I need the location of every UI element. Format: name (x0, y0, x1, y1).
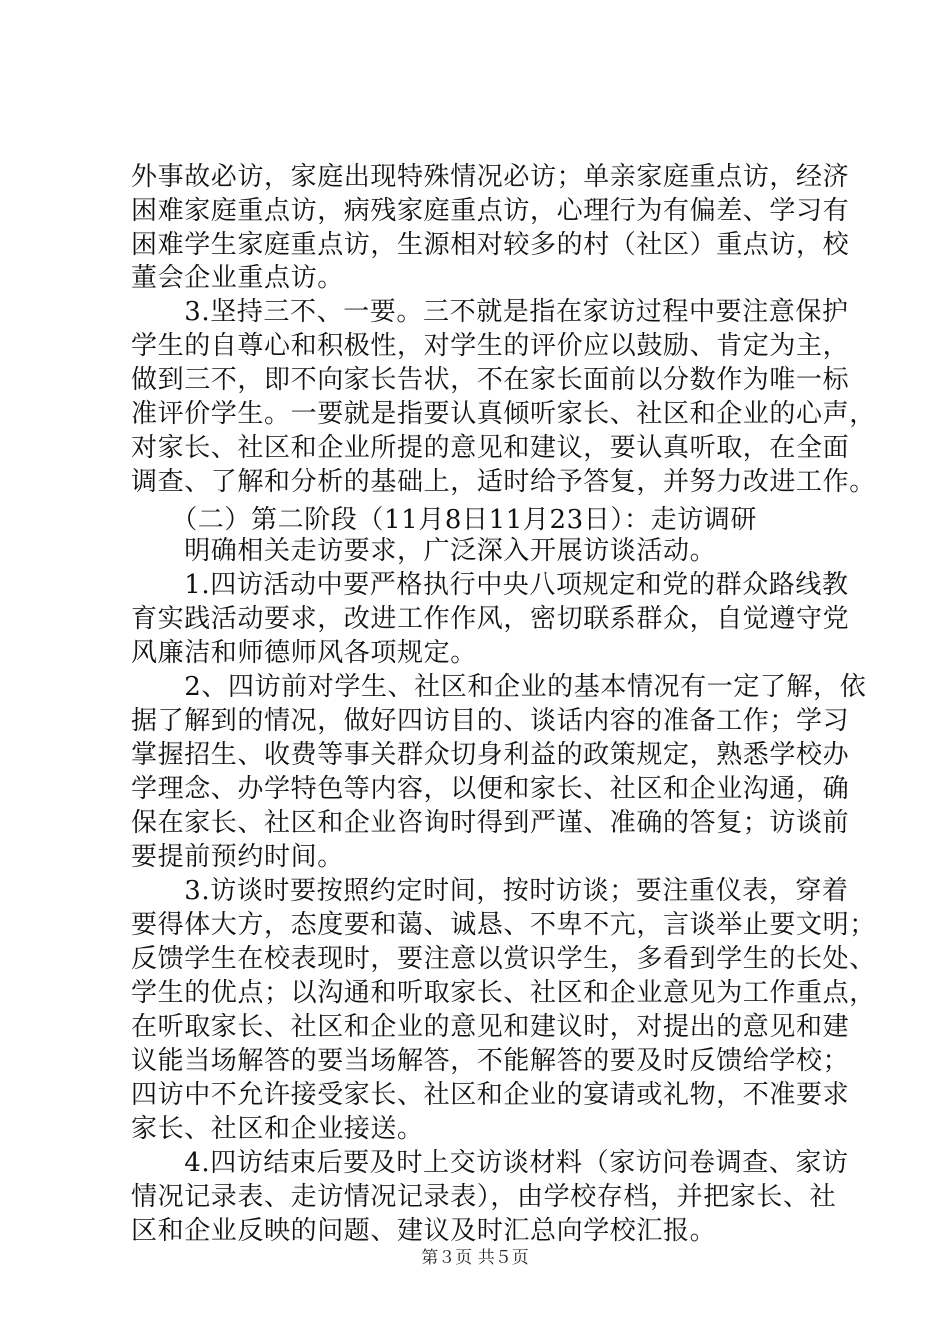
text-line: 1.四访活动中要严格执行中央八项规定和党的群众路线教 (131, 570, 849, 600)
text-line: 做到三不，即不向家长告状，不在家长面前以分数作为唯一标 (131, 365, 850, 395)
text-line: 四访中不允许接受家长、社区和企业的宴请或礼物，不准要求 (131, 1080, 850, 1110)
text-line: 要提前预约时间。 (131, 842, 344, 872)
text-line: 议能当场解答的要当场解答，不能解答的要及时反馈给学校； (131, 1046, 850, 1076)
text-line: 掌握招生、收费等事关群众切身利益的政策规定，熟悉学校办 (131, 740, 850, 770)
text-line: 学理念、办学特色等内容，以便和家长、社区和企业沟通，确 (131, 774, 850, 804)
text-line: 学生的自尊心和积极性，对学生的评价应以鼓励、肯定为主， (131, 331, 850, 361)
text-line: 育实践活动要求，改进工作作风，密切联系群众，自觉遵守党 (131, 604, 850, 634)
text-line: 家长、社区和企业接送。 (131, 1114, 424, 1144)
text-line: 反馈学生在校表现时，要注意以赏识学生，多看到学生的长处、 (131, 944, 876, 974)
text-line: 3.坚持三不、一要。三不就是指在家访过程中要注意保护 (131, 297, 849, 327)
text-line: 困难家庭重点访，病残家庭重点访，心理行为有偏差、学习有 (131, 196, 850, 226)
page-footer: 第３页 共５页 (421, 1248, 529, 1268)
text-line: （二）第二阶段（11月8日11月23日）：走访调研 (131, 505, 757, 535)
text-line: 3.访谈时要按照约定时间，按时访谈；要注重仪表，穿着 (131, 876, 849, 906)
text-line: 准评价学生。一要就是指要认真倾听家长、社区和企业的心声， (131, 399, 876, 429)
text-line: 4.四访结束后要及时上交访谈材料（家访问卷调查、家访 (131, 1148, 849, 1178)
text-line: 调查、了解和分析的基础上，适时给予答复，并努力改进工作。 (131, 467, 876, 497)
text-line: 董会企业重点访。 (131, 263, 344, 293)
text-line: 对家长、社区和企业所提的意见和建议，要认真听取，在全面 (131, 433, 850, 463)
text-line: 外事故必访，家庭出现特殊情况必访；单亲家庭重点访，经济 (131, 162, 850, 192)
text-line: 学生的优点；以沟通和听取家长、社区和企业意见为工作重点， (131, 978, 876, 1008)
text-line: 2、四访前对学生、社区和企业的基本情况有一定了解，依 (131, 672, 867, 702)
text-line: 风廉洁和师德师风各项规定。 (131, 638, 477, 668)
text-line: 情况记录表、走访情况记录表），由学校存档，并把家长、社 (131, 1182, 837, 1212)
text-line: 保在家长、社区和企业咨询时得到严谨、准确的答复；访谈前 (131, 808, 850, 838)
text-line: 在听取家长、社区和企业的意见和建议时，对提出的意见和建 (131, 1012, 850, 1042)
text-line: 明确相关走访要求，广泛深入开展访谈活动。 (131, 536, 717, 566)
text-line: 要得体大方，态度要和蔼、诚恳、不卑不亢，言谈举止要文明； (131, 910, 876, 940)
text-line: 据了解到的情况，做好四访目的、谈话内容的准备工作；学习 (131, 706, 850, 736)
text-line: 困难学生家庭重点访，生源相对较多的村（社区）重点访，校 (131, 230, 850, 260)
text-line: 区和企业反映的问题、建议及时汇总向学校汇报。 (131, 1216, 717, 1246)
